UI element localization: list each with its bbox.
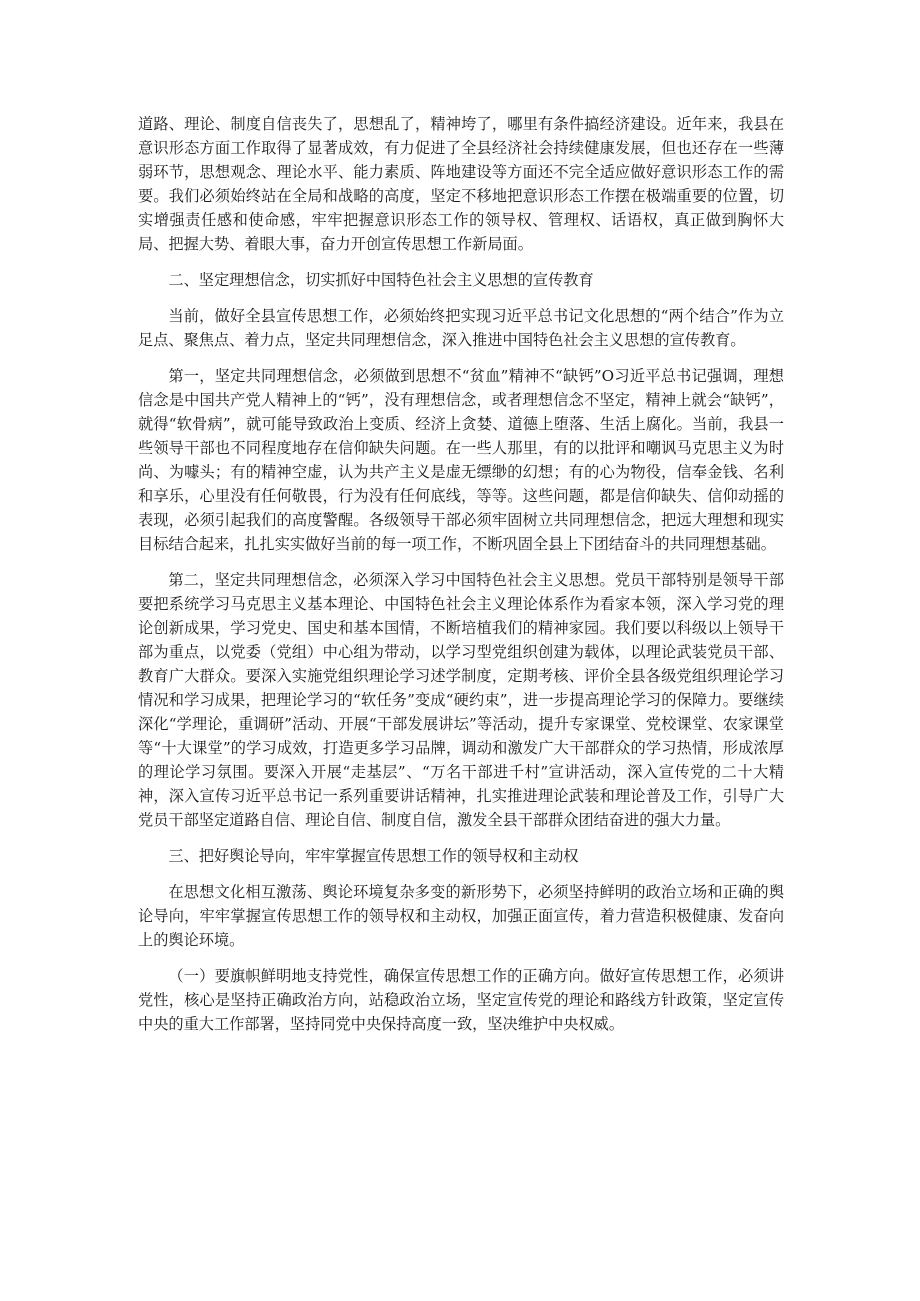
section-heading-3: 三、把好舆论导向，牢牢掌握宣传思想工作的领导权和主动权 bbox=[168, 847, 579, 865]
paragraph-first-point: 第一，坚定共同理想信念，必须做到思想不“贫血”精神不“缺钙”O习近平总书记强调，理想信念是中国共产党人精神上的“钙”，没有理想信念，或者理想信念不坚定，精神上就会“缺钙”，就得“软骨病”，就可能导致政治上变质、经济上贪婪、道德上堕落、生活上腐化。当前，我县一些领导干部也不同程度地存在信仰缺失问题。在一些人那里，有的以批评和嘲讽马克思主义为时尚、为噱头；有的精神空虚，认为共产主义是虚无缥缈的幻想；有的心为物役，信奉金钱、名利和享乐，心里没有任何敬畏，行为没有任何底线，等等。这些问题，都是信仰缺失、信仰动摇的表现，必须引起我们的高度警醒。各级领导干部必须牢固树立共同理想信念，把远大理想和现实目标结合起来，扎扎实实做好当前的每一项工作，不断巩固全县上下团结奋斗的共同理想基础。 bbox=[138, 367, 784, 553]
section-heading-2: 二、坚定理想信念，切实抓好中国特色社会主义思想的宣传教育 bbox=[168, 271, 594, 289]
paragraph-section2-intro: 当前，做好全县宣传思想工作，必须始终把实现习近平总书记文化思想的“两个结合”作为立足点、聚焦点、着力点，坚定共同理想信念，深入推进中国特色社会主义思想的宣传教育。 bbox=[138, 307, 784, 349]
paragraph-section3-intro: 在思想文化相互激荡、舆论环境复杂多变的新形势下，必须坚持鲜明的政治立场和正确的舆论导向，牢牢掌握宣传思想工作的领导权和主动权，加强正面宣传，着力营造积极健康、发奋向上的舆论环境。 bbox=[138, 883, 784, 949]
document-page bbox=[138, 112, 784, 1036]
paragraph-second-point: 第二，坚定共同理想信念，必须深入学习中国特色社会主义思想。党员干部特别是领导干部要把系统学习马克思主义基本理论、中国特色社会主义理论体系作为看家本领，深入学习党的理论创新成果，学习党史、国史和基本国情，不断培植我们的精神家园。我们要以科级以上领导干部为重点，以党委（党组）中心组为带动，以学习型党组织创建为载体，以理论武装党员干部、教育广大群众。要深入实施党组织理论学习述学制度，定期考核、评价全县各级党组织理论学习情况和学习成果，把理论学习的“软任务”变成“硬约束”，进一步提高理论学习的保障力。要继续深化“学理论，重调研”活动、开展“干部发展讲坛”等活动，提升专家课堂、党校课堂、农家课堂等“十大课堂”的学习成效，打造更多学习品牌，调动和激发广大干部群众的学习热情，形成浓厚的理论学习氛围。要深入开展“走基层”、“万名干部进千村”宣讲活动，深入宣传党的二十大精神，深入宣传习近平总书记一系列重要讲话精神，扎实推进理论武装和理论普及工作，引导广大党员干部坚定道路自信、理论自信、制度自信，激发全县干部群众团结奋进的强大力量。 bbox=[138, 571, 784, 829]
paragraph-subpoint-1: （一）要旗帜鲜明地支持党性，确保宣传思想工作的正确方向。做好宣传思想工作，必须讲党性，核心是坚持正确政治方向，站稳政治立场，坚定宣传党的理论和路线方针政策，坚定宣传中央的重大工作部署，坚持同党中央保持高度一致，坚决维护中央权威。 bbox=[138, 967, 784, 1033]
paragraph-intro-continuation: 道路、理论、制度自信丧失了，思想乱了，精神垮了，哪里有条件搞经济建设。近年来，我县在意识形态方面工作取得了显著成效，有力促进了全县经济社会持续健康发展，但也还存在一些薄弱环节，思想观念、理论水平、能力素质、阵地建设等方面还不完全适应做好意识形态工作的需要。我们必须始终站在全局和战略的高度，坚定不移地把意识形态工作摆在极端重要的位置，切实增强责任感和使命感，牢牢把握意识形态工作的领导权、管理权、话语权，真正做到胸怀大局、把握大势、着眼大事，奋力开创宣传思想工作新局面。 bbox=[138, 115, 784, 253]
